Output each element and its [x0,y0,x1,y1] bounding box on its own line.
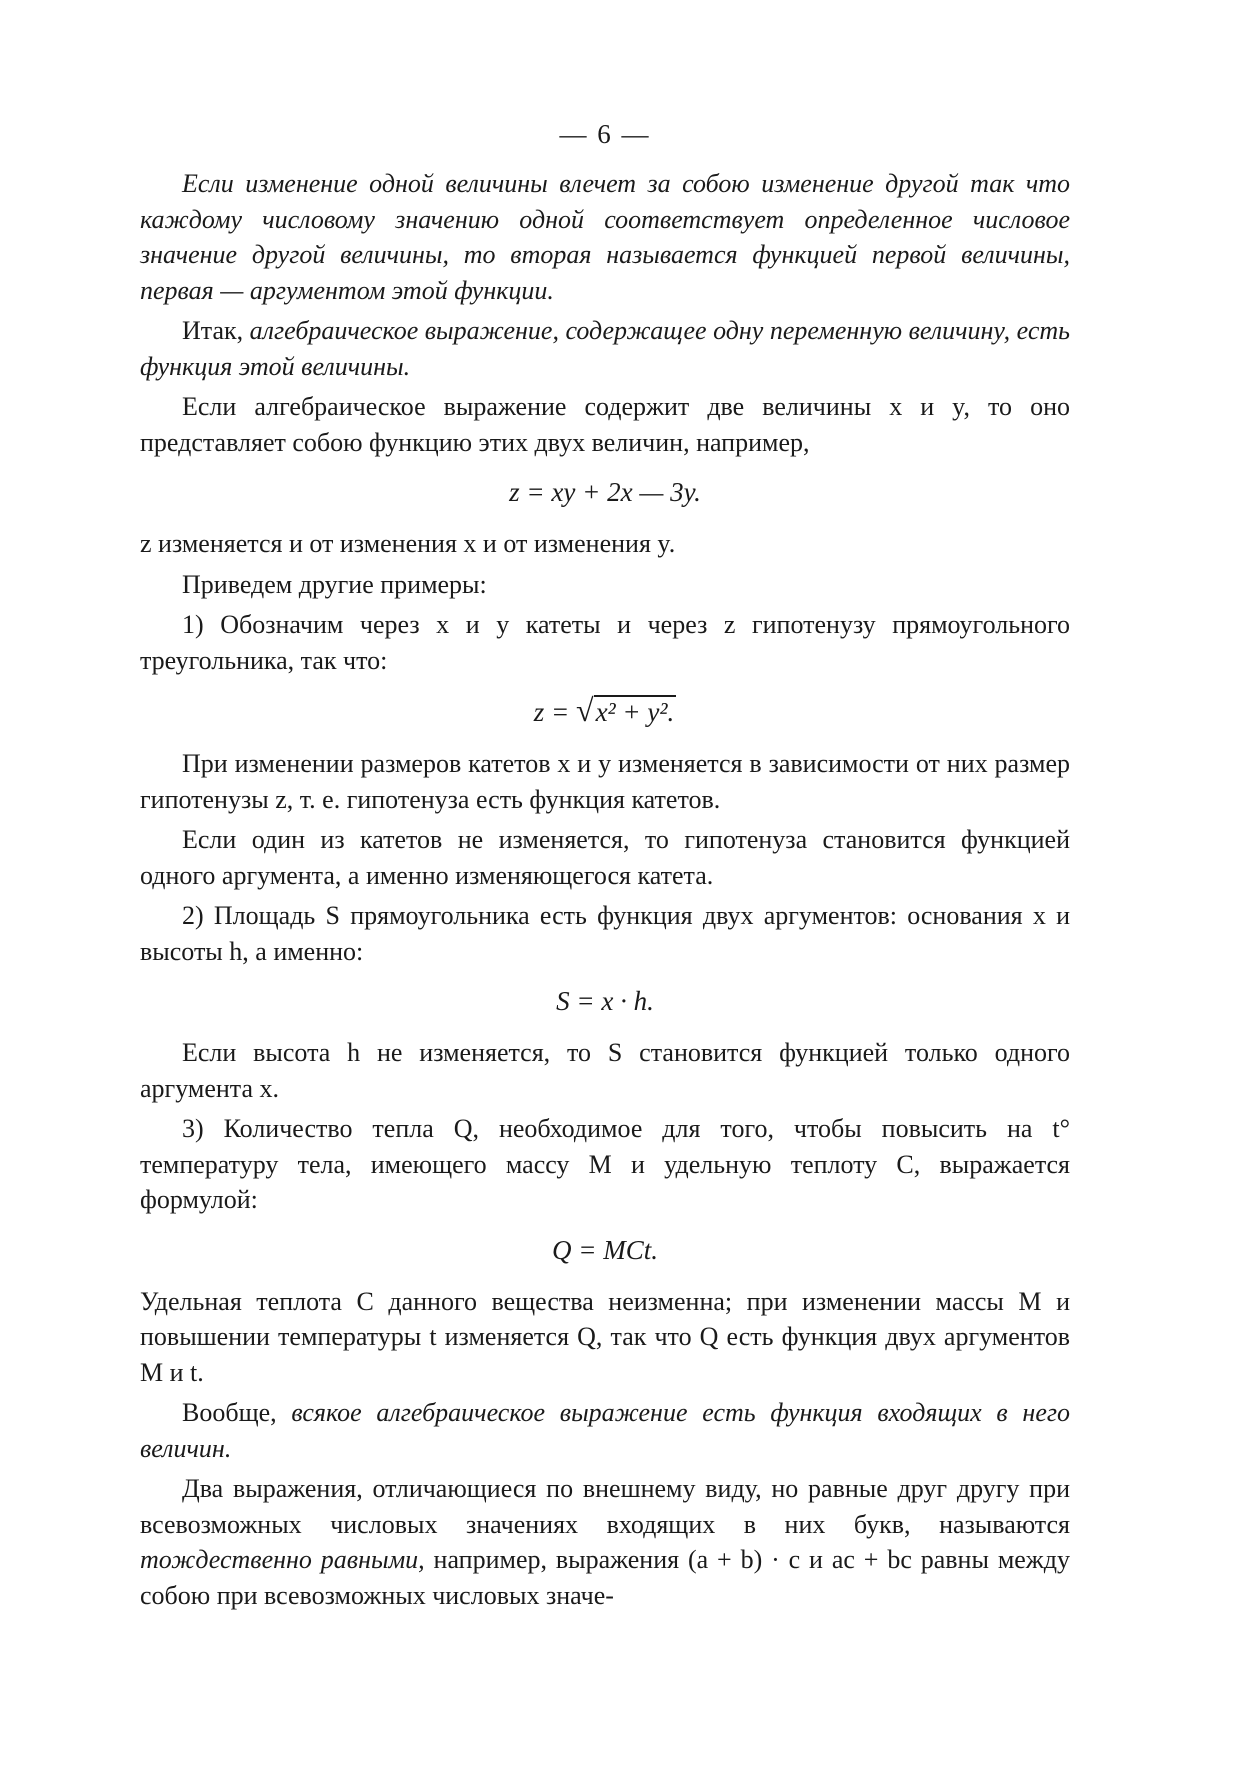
height-constant-paragraph: Если высота h не изменяется, то S становится функцией только одного аргумента x. [140,1038,1070,1103]
radicand: x² + y². [595,697,675,727]
example-3-paragraph: 3) Количество тепла Q, необходимое для того, чтобы повысить на t° температуру тела, имеющего массу M и удельную теплоту C, выражается формулой: [140,1114,1070,1214]
specific-heat-paragraph: Удельная теплота C данного вещества неизменна; при изменении массы M и повышении температуры t изменяется Q, так что Q есть функция двух аргументов M и t. [140,1286,1070,1387]
two-variables-paragraph: Если алгебраическое выражение содержит две величины x и y, то оно представляет собою функцию этих двух величин, например, [140,392,1070,457]
radical-sign: √ [576,692,594,728]
general-paragraph [140,1395,1070,1466]
one-cathetus-paragraph: Если один из катетов не изменяется, то гипотенуза становится функцией одного аргумента, а именно изменяющегося катета. [140,825,1070,890]
square-root [576,690,676,732]
conclusion-lead: Итак, [182,316,244,345]
definition-paragraph: Если изменение одной величины влечет за собою изменение другой так что каждому числовому значению одной соответствует определенное числовое значение другой величины, то вторая называется функцией первой величины, первая — аргументом этой функции. [140,169,1070,305]
examples-intro: Приведем другие примеры: [182,569,487,599]
conclusion-italic: алгебраическое выражение, содержащее одну переменную величину, есть функция этой величины. [140,316,1070,381]
formula-heat: Q = MCt. [552,1234,658,1265]
catheti-paragraph: При изменении размеров катетов x и y изменяется в зависимости от них размер гипотенузы z, т. е. гипотенуза есть функция катетов. [140,749,1070,814]
z-changes-paragraph: z изменяется и от изменения x и от изменения y. [140,529,676,558]
identity-italic: тождественно равными, [140,1545,425,1574]
formula-hypotenuse-lhs: z = [533,697,577,727]
page [140,110,1070,1613]
identity-part-a: Два выражения, отличающиеся по внешнему виду, но равные друг другу при всевозможных числовых значениях входящих в них букв, называются [140,1474,1070,1539]
formula-area: S = x · h. [556,986,654,1016]
formula-hypotenuse [140,690,1070,732]
identity-paragraph [140,1471,1070,1613]
formula-z-xy: z = xy + 2x — 3y. [509,477,701,507]
general-italic: всякое алгебраическое выражение есть функция входящих в него величин. [140,1398,1070,1463]
general-lead: Вообще, [182,1398,277,1427]
identity-part-b: например, выражения (a + b) · c и ac + bc равны между собою при всевозможных числовых значе- [140,1545,1070,1610]
example-1-paragraph: 1) Обозначим через x и y катеты и через z гипотенузу прямоугольного треугольника, так что: [140,610,1070,675]
page-number: — 6 — [559,119,651,149]
example-2-paragraph: 2) Площадь S прямоугольника есть функция двух аргументов: основания x и высоты h, а именно: [140,901,1070,966]
conclusion-paragraph [140,313,1070,384]
